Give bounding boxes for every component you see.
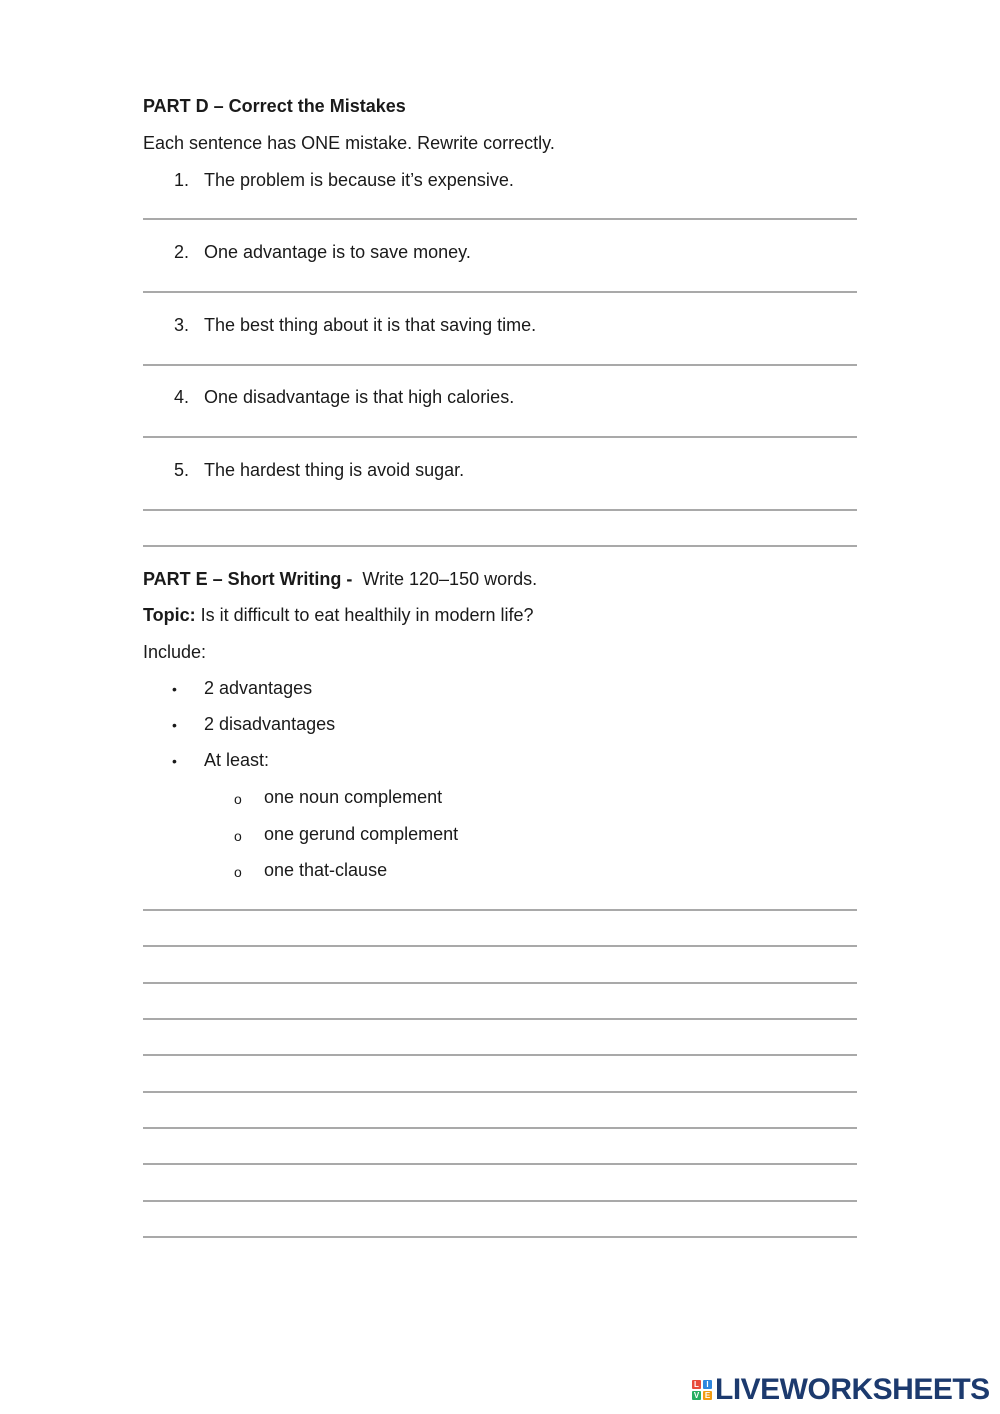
topic-line	[143, 604, 534, 626]
part-d-instruction: Each sentence has ONE mistake. Rewrite correctly.	[143, 133, 555, 153]
part-d-title: PART D – Correct the Mistakes	[143, 96, 406, 116]
part-e-word-count: Write 120–150 words.	[362, 569, 538, 589]
topic-text: Is it difficult to eat healthily in modern life?	[200, 605, 534, 625]
writing-line[interactable]	[143, 909, 857, 911]
section-divider	[143, 545, 857, 547]
writing-line[interactable]	[143, 945, 857, 947]
circle-bullet-icon: o	[234, 864, 242, 880]
topic-label: Topic:	[143, 605, 196, 625]
writing-line[interactable]	[143, 1054, 857, 1056]
answer-line-1[interactable]	[143, 218, 857, 220]
bullet-icon: •	[172, 753, 177, 769]
sub-bullet-item: one that-clause	[264, 860, 388, 880]
item-number: 3.	[173, 315, 189, 335]
liveworksheets-logo	[692, 1372, 990, 1408]
bullet-icon: •	[172, 681, 177, 697]
item-number: 5.	[173, 460, 189, 480]
item-number: 4.	[173, 387, 189, 407]
answer-line-2[interactable]	[143, 291, 857, 293]
writing-line[interactable]	[143, 1018, 857, 1020]
answer-line-5[interactable]	[143, 509, 857, 511]
bullet-item: 2 disadvantages	[204, 714, 336, 734]
logo-grid-icon	[692, 1380, 712, 1400]
item-number: 1.	[173, 170, 189, 190]
include-label: Include:	[143, 642, 207, 662]
sub-bullet-item: one noun complement	[264, 787, 443, 807]
part-e-title: PART E – Short Writing -	[143, 569, 358, 589]
part-e-heading	[143, 568, 537, 590]
sub-bullet-item: one gerund complement	[264, 824, 459, 844]
bullet-item: At least:	[204, 750, 270, 770]
item-text: One advantage is to save money.	[204, 242, 471, 262]
item-text: The hardest thing is avoid sugar.	[204, 460, 465, 480]
writing-line[interactable]	[143, 982, 857, 984]
bullet-icon: •	[172, 717, 177, 733]
circle-bullet-icon: o	[234, 791, 242, 807]
answer-line-3[interactable]	[143, 364, 857, 366]
item-text: One disadvantage is that high calories.	[204, 387, 515, 407]
logo-letter: E	[704, 1391, 711, 1400]
bullet-item: 2 advantages	[204, 678, 313, 698]
answer-line-4[interactable]	[143, 436, 857, 438]
writing-line[interactable]	[143, 1127, 857, 1129]
logo-letter: I	[703, 1380, 712, 1389]
item-text: The problem is because it’s expensive.	[204, 170, 514, 190]
item-number: 2.	[173, 242, 189, 262]
writing-line[interactable]	[143, 1200, 857, 1202]
logo-letter: L	[692, 1380, 701, 1389]
writing-line[interactable]	[143, 1091, 857, 1093]
logo-letter: V	[693, 1391, 700, 1400]
logo-text: LIVEWORKSHEETS	[715, 1373, 990, 1406]
writing-line[interactable]	[143, 1163, 857, 1165]
writing-line[interactable]	[143, 1236, 857, 1238]
item-text: The best thing about it is that saving time.	[204, 315, 537, 335]
circle-bullet-icon: o	[234, 828, 242, 844]
